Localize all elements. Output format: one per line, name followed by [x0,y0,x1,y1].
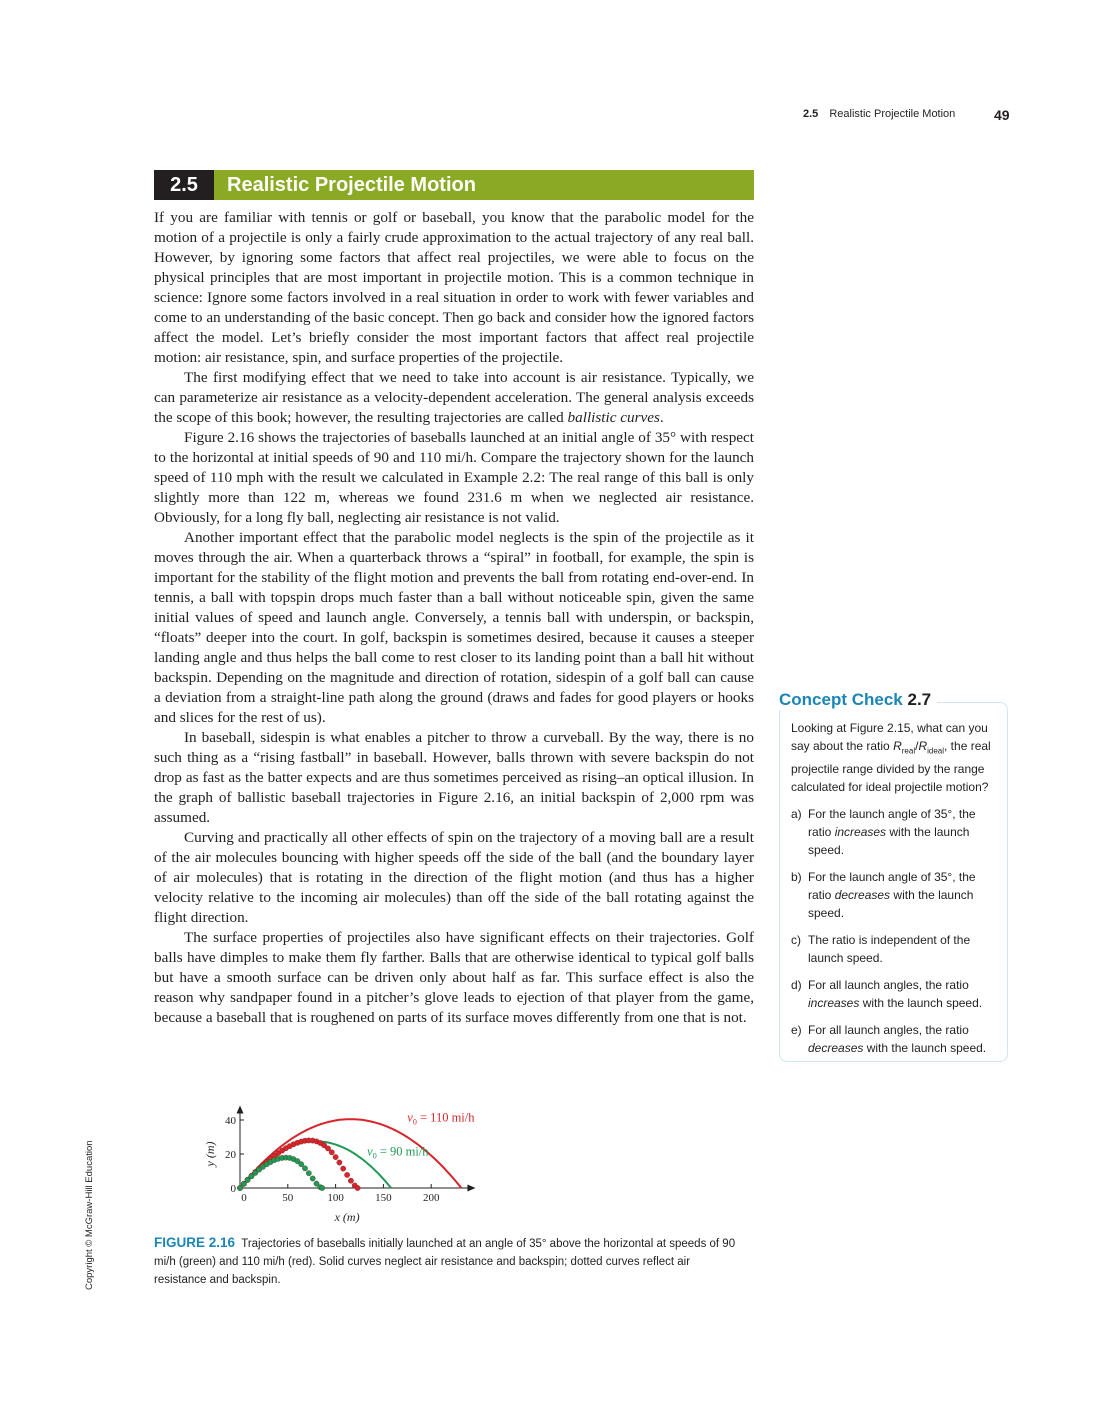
body-paragraph: If you are familiar with tennis or golf or baseball, you know that the parabolic model for the motion of a projectile is only a fairly crude approximation to the actual trajectory of any real ball. However, by ignoring some factors that affect real projectiles, we were able to focus on the physical principles that are most important in projectile motion. This is a common technique in science: Ignore some factors involved in a real situation in order to work with fewer variables and come to an understanding of the basic concept. Then go back and consider how the ignored factors affect the model. Let’s briefly consider the most important factors that affect real projectile motion: air resistance, spin, and surface properties of the projectile. [154,209,754,366]
ballistic-point [237,1185,242,1190]
x-axis-arrow [467,1185,475,1192]
running-head [803,108,955,120]
figure-caption-text: Trajectories of baseballs initially launched at an angle of 35° above the horizontal at speeds of 90 mi/h (green) and 110 mi/h (red). Solid curves neglect air resistance and backspin; dotted curves reflect air resistance and backspin. [154,1238,736,1286]
body-paragraph: The first modifying effect that we need to take into account is air resistance. Typically, we can parameterize air resistance as a velocity-dependent acceleration. The general analysis exceeds the scope of this book; however, the resulting trajectories are called ballistic curves. [154,369,754,426]
ballistic-point [329,1150,334,1155]
concept-check-title [779,690,937,710]
x-tick-label: 0 [241,1192,247,1204]
copyright-sidebar: Copyright © McGraw-Hill Education [84,1140,95,1290]
y-axis-arrow [237,1106,244,1114]
ballistic-point [306,1171,311,1176]
concept-check-question: Looking at Figure 2.15, what can you say about the ratio $R_{real}/R_{ideal}$, the real projectile range divided by the range calculated for ideal projectile motion? [791,721,991,795]
concept-check-option: d) For all launch angles, the ratio increases with the launch speed. [791,978,983,1011]
body-paragraph: In baseball, sidespin is what enables a pitcher to throw a curveball. By the way, there is no such thing as a “rising fastball” in baseball. However, balls thrown with severe backspin do not drop as fast as the batter expects and are thus sometimes perceived as rising–an optical illusion. In the graph of ballistic baseball trajectories in Figure 2.16, an initial backspin of 2,000 rpm was assumed. [154,729,754,826]
x-axis-label: x (m) [334,1210,360,1224]
y-tick-label: 20 [225,1149,236,1161]
ballistic-point [341,1166,346,1171]
trajectory-chart [190,1090,730,1230]
ballistic-point [348,1178,353,1183]
body-paragraph: Figure 2.16 shows the trajectories of baseballs launched at an initial angle of 35° with respect to the horizontal at initial speeds of 90 and 110 mi/h. Compare the trajectory shown for the launch speed of 110 mph with the result we calculated in Example 2.2: The real range of this ball is only slightly more than 122 m, whereas we found 231.6 m when we neglected air resistance. Obviously, for a long fly ball, neglecting air resistance is not valid. [154,429,754,526]
figure-caption [154,1234,744,1289]
concept-check-option: e) For all launch angles, the ratio decreases with the launch speed. [791,1023,987,1056]
section-heading-bar [154,170,754,200]
ballistic-point [302,1166,307,1171]
body-paragraph: The surface properties of projectiles also have significant effects on their trajectories. Golf balls have dimples to make them fly farther. Balls that are otherwise identical to typical golf balls but have a smooth surface can be driven only about half as far. This surface effect is also the reason why sandpaper found in a pitcher’s glove leads to ejection of that player from the game, because a baseball that is roughened on parts of its surface moves differently from one that is not. [154,929,754,1026]
ballistic-point [337,1160,342,1165]
x-tick-label: 50 [282,1192,294,1204]
ballistic-point [355,1185,360,1190]
x-tick-label: 200 [422,1192,440,1204]
concept-check-number: 2.7 [907,690,932,709]
concept-check-option: c) The ratio is independent of the launch speed. [791,933,971,966]
running-head-section: 2.5 [803,108,819,120]
ballistic-point [344,1172,349,1177]
y-axis-label: y (m) [203,1141,217,1167]
concept-check-options [791,805,1001,1057]
ballistic-point [310,1176,315,1181]
ballistic-point [320,1185,325,1190]
figure-label: FIGURE 2.16 [154,1235,236,1250]
concept-check-option: a) For the launch angle of 35°, the ratio increases with the launch speed. [791,807,976,858]
x-tick-label: 150 [375,1192,392,1204]
y-tick-label: 0 [230,1183,236,1195]
concept-check-option: b) For the launch angle of 35°, the ratio decreases with the launch speed. [791,870,976,921]
concept-check-body [791,719,1001,1066]
concept-check-label: Concept Check [779,690,903,709]
body-text [154,208,754,1028]
ballistic-point [299,1162,304,1167]
series-label: $v_0 = 110$ mi/h [407,1110,475,1127]
y-tick-label: 40 [225,1115,236,1127]
page-number: 49 [994,107,1010,123]
section-title: Realistic Projectile Motion [227,174,476,196]
body-paragraph: Curving and practically all other effects of spin on the trajectory of a moving ball are a result of the air molecules bouncing with higher speeds off the side of the ball (and the boundary layer of air molecules) that is rotating in the direction of the flight motion (and thus has a higher velocity relative to the incoming air molecules) than off the side of the ball rotating against the flight direction. [154,829,754,926]
x-tick-label: 100 [327,1192,344,1204]
body-paragraph: Another important effect that the parabolic model neglects is the spin of the projectile as it moves through the air. When a quarterback throws a “spiral” in football, for example, the spin is important for the stability of the flight motion and prevents the ball from rotating end-over-end. In tennis, a ball with topspin drops much faster than a ball without noticeable spin, given the same initial values of speed and launch angle. Conversely, a tennis ball with underspin, or backspin, “floats” deeper into the court. In golf, backspin is sometimes desired, because it causes a steeper landing angle and thus helps the ball come to rest closer to its landing point than a ball hit without backspin. Depending on the magnitude and direction of rotation, sidespin of a golf ball can cause a deviation from a straight-line path along the ground (draws and fades for good players or hooks and slices for the rest of us). [154,529,754,726]
running-head-title: Realistic Projectile Motion [829,108,956,120]
series-label: $v_0 = 90$ mi/h [367,1144,429,1161]
ballistic-point [333,1154,338,1159]
section-number: 2.5 [154,170,214,200]
